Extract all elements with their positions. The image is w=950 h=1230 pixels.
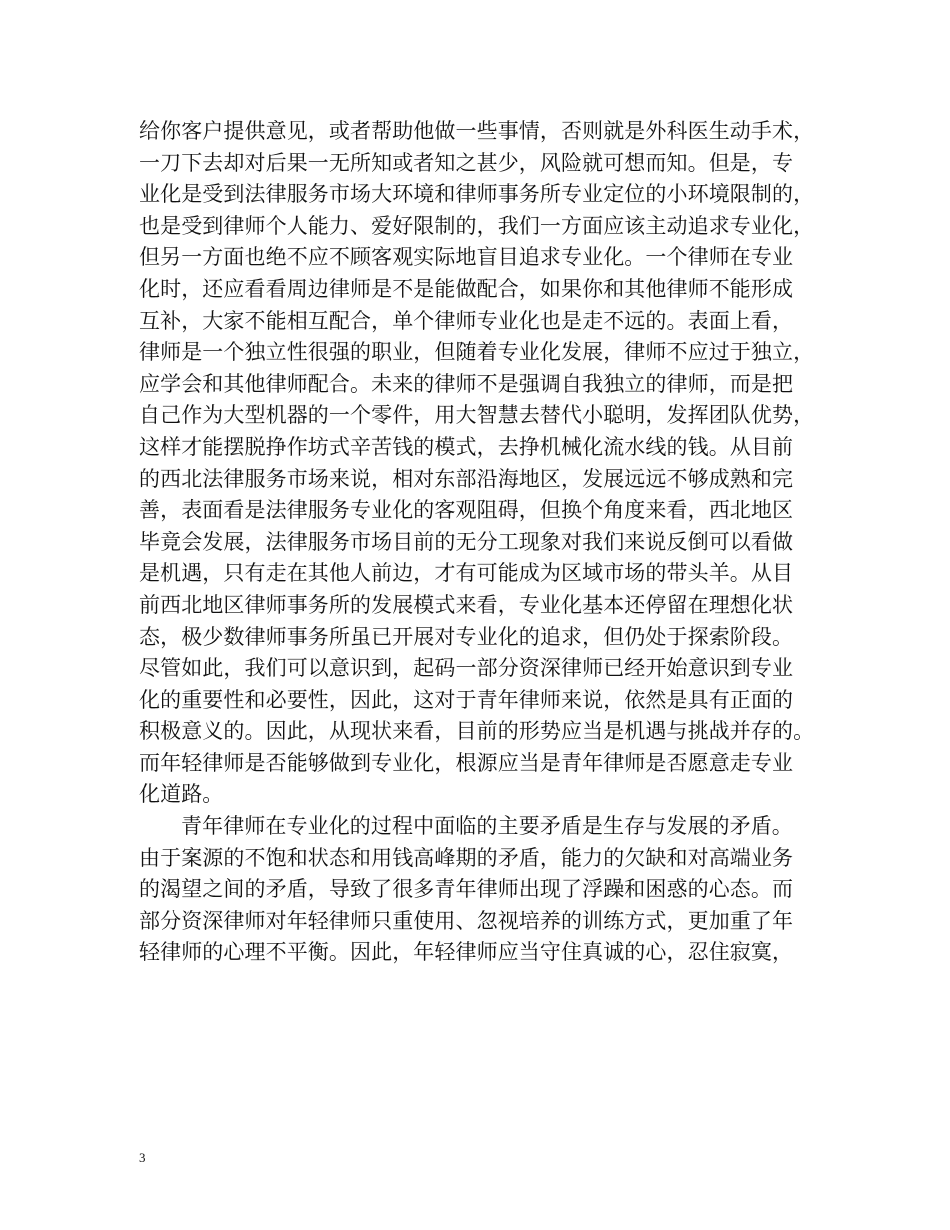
text-line: 态，极少数律师事务所虽已开展对专业化的追求，但仍处于探索阶段。 bbox=[139, 624, 794, 649]
text-line: 给你客户提供意见，或者帮助他做一些事情，否则就是外科医生动手术， bbox=[139, 119, 815, 143]
text-line: 这样才能摆脱挣作坊式辛苦钱的模式，去挣机械化流水线的钱。从目前 bbox=[139, 434, 794, 459]
text-line: 的西北法律服务市场来说，相对东部沿海地区，发展远远不够成熟和完 bbox=[139, 466, 794, 491]
text-line: 一刀下去却对后果一无所知或者知之甚少，风险就可想而知。但是，专 bbox=[139, 150, 794, 175]
text-line: 但另一方面也绝不应不顾客观实际地盲目追求专业化。一个律师在专业 bbox=[139, 245, 794, 270]
text-line: 应学会和其他律师配合。未来的律师不是强调自我独立的律师，而是把 bbox=[139, 371, 794, 396]
body-text bbox=[139, 116, 829, 969]
text-line: 由于案源的不饱和状态和用钱高峰期的矛盾，能力的欠缺和对高端业务 bbox=[139, 845, 794, 870]
text-line: 化道路。 bbox=[139, 782, 224, 807]
text-line: 毕竟会发展，法律服务市场目前的无分工现象对我们来说反倒可以看做 bbox=[139, 529, 794, 554]
text-line: 部分资深律师对年轻律师只重使用、忽视培养的训练方式，更加重了年 bbox=[139, 908, 794, 933]
text-line: 前西北地区律师事务所的发展模式来看，专业化基本还停留在理想化状 bbox=[139, 592, 794, 617]
text-line: 轻律师的心理不平衡。因此，年轻律师应当守住真诚的心，忍住寂寞， bbox=[139, 940, 794, 965]
text-line: 化时，还应看看周边律师是不是能做配合，如果你和其他律师不能形成 bbox=[139, 276, 794, 301]
text-line: 青年律师在专业化的过程中面临的主要矛盾是生存与发展的矛盾。 bbox=[181, 814, 793, 839]
text-line: 互补，大家不能相互配合，单个律师专业化也是走不远的。表面上看， bbox=[139, 308, 794, 333]
paragraph-1 bbox=[139, 116, 829, 811]
text-line: 业化是受到法律服务市场大环境和律师事务所专业定位的小环境限制的， bbox=[139, 182, 815, 207]
text-line: 积极意义的。因此，从现状来看，目前的形势应当是机遇与挑战并存的。 bbox=[139, 719, 815, 744]
text-line: 尽管如此，我们可以意识到，起码一部分资深律师已经开始意识到专业 bbox=[139, 656, 794, 681]
paragraph-2 bbox=[139, 811, 829, 969]
text-line: 自己作为大型机器的一个零件，用大智慧去替代小聪明，发挥团队优势， bbox=[139, 403, 815, 428]
text-line: 律师是一个独立性很强的职业，但随着专业化发展，律师不应过于独立， bbox=[139, 340, 815, 365]
text-line: 而年轻律师是否能够做到专业化，根源应当是青年律师是否愿意走专业 bbox=[139, 750, 794, 775]
text-line: 善，表面看是法律服务专业化的客观阻碍，但换个角度来看，西北地区 bbox=[139, 498, 794, 523]
text-line: 也是受到律师个人能力、爱好限制的，我们一方面应该主动追求专业化， bbox=[139, 213, 815, 238]
text-line: 化的重要性和必要性，因此，这对于青年律师来说，依然是具有正面的 bbox=[139, 687, 794, 712]
text-line: 是机遇，只有走在其他人前边，才有可能成为区域市场的带头羊。从目 bbox=[139, 561, 794, 586]
page-number: 3 bbox=[139, 1150, 146, 1165]
text-line: 的渴望之间的矛盾，导致了很多青年律师出现了浮躁和困惑的心态。而 bbox=[139, 877, 794, 902]
